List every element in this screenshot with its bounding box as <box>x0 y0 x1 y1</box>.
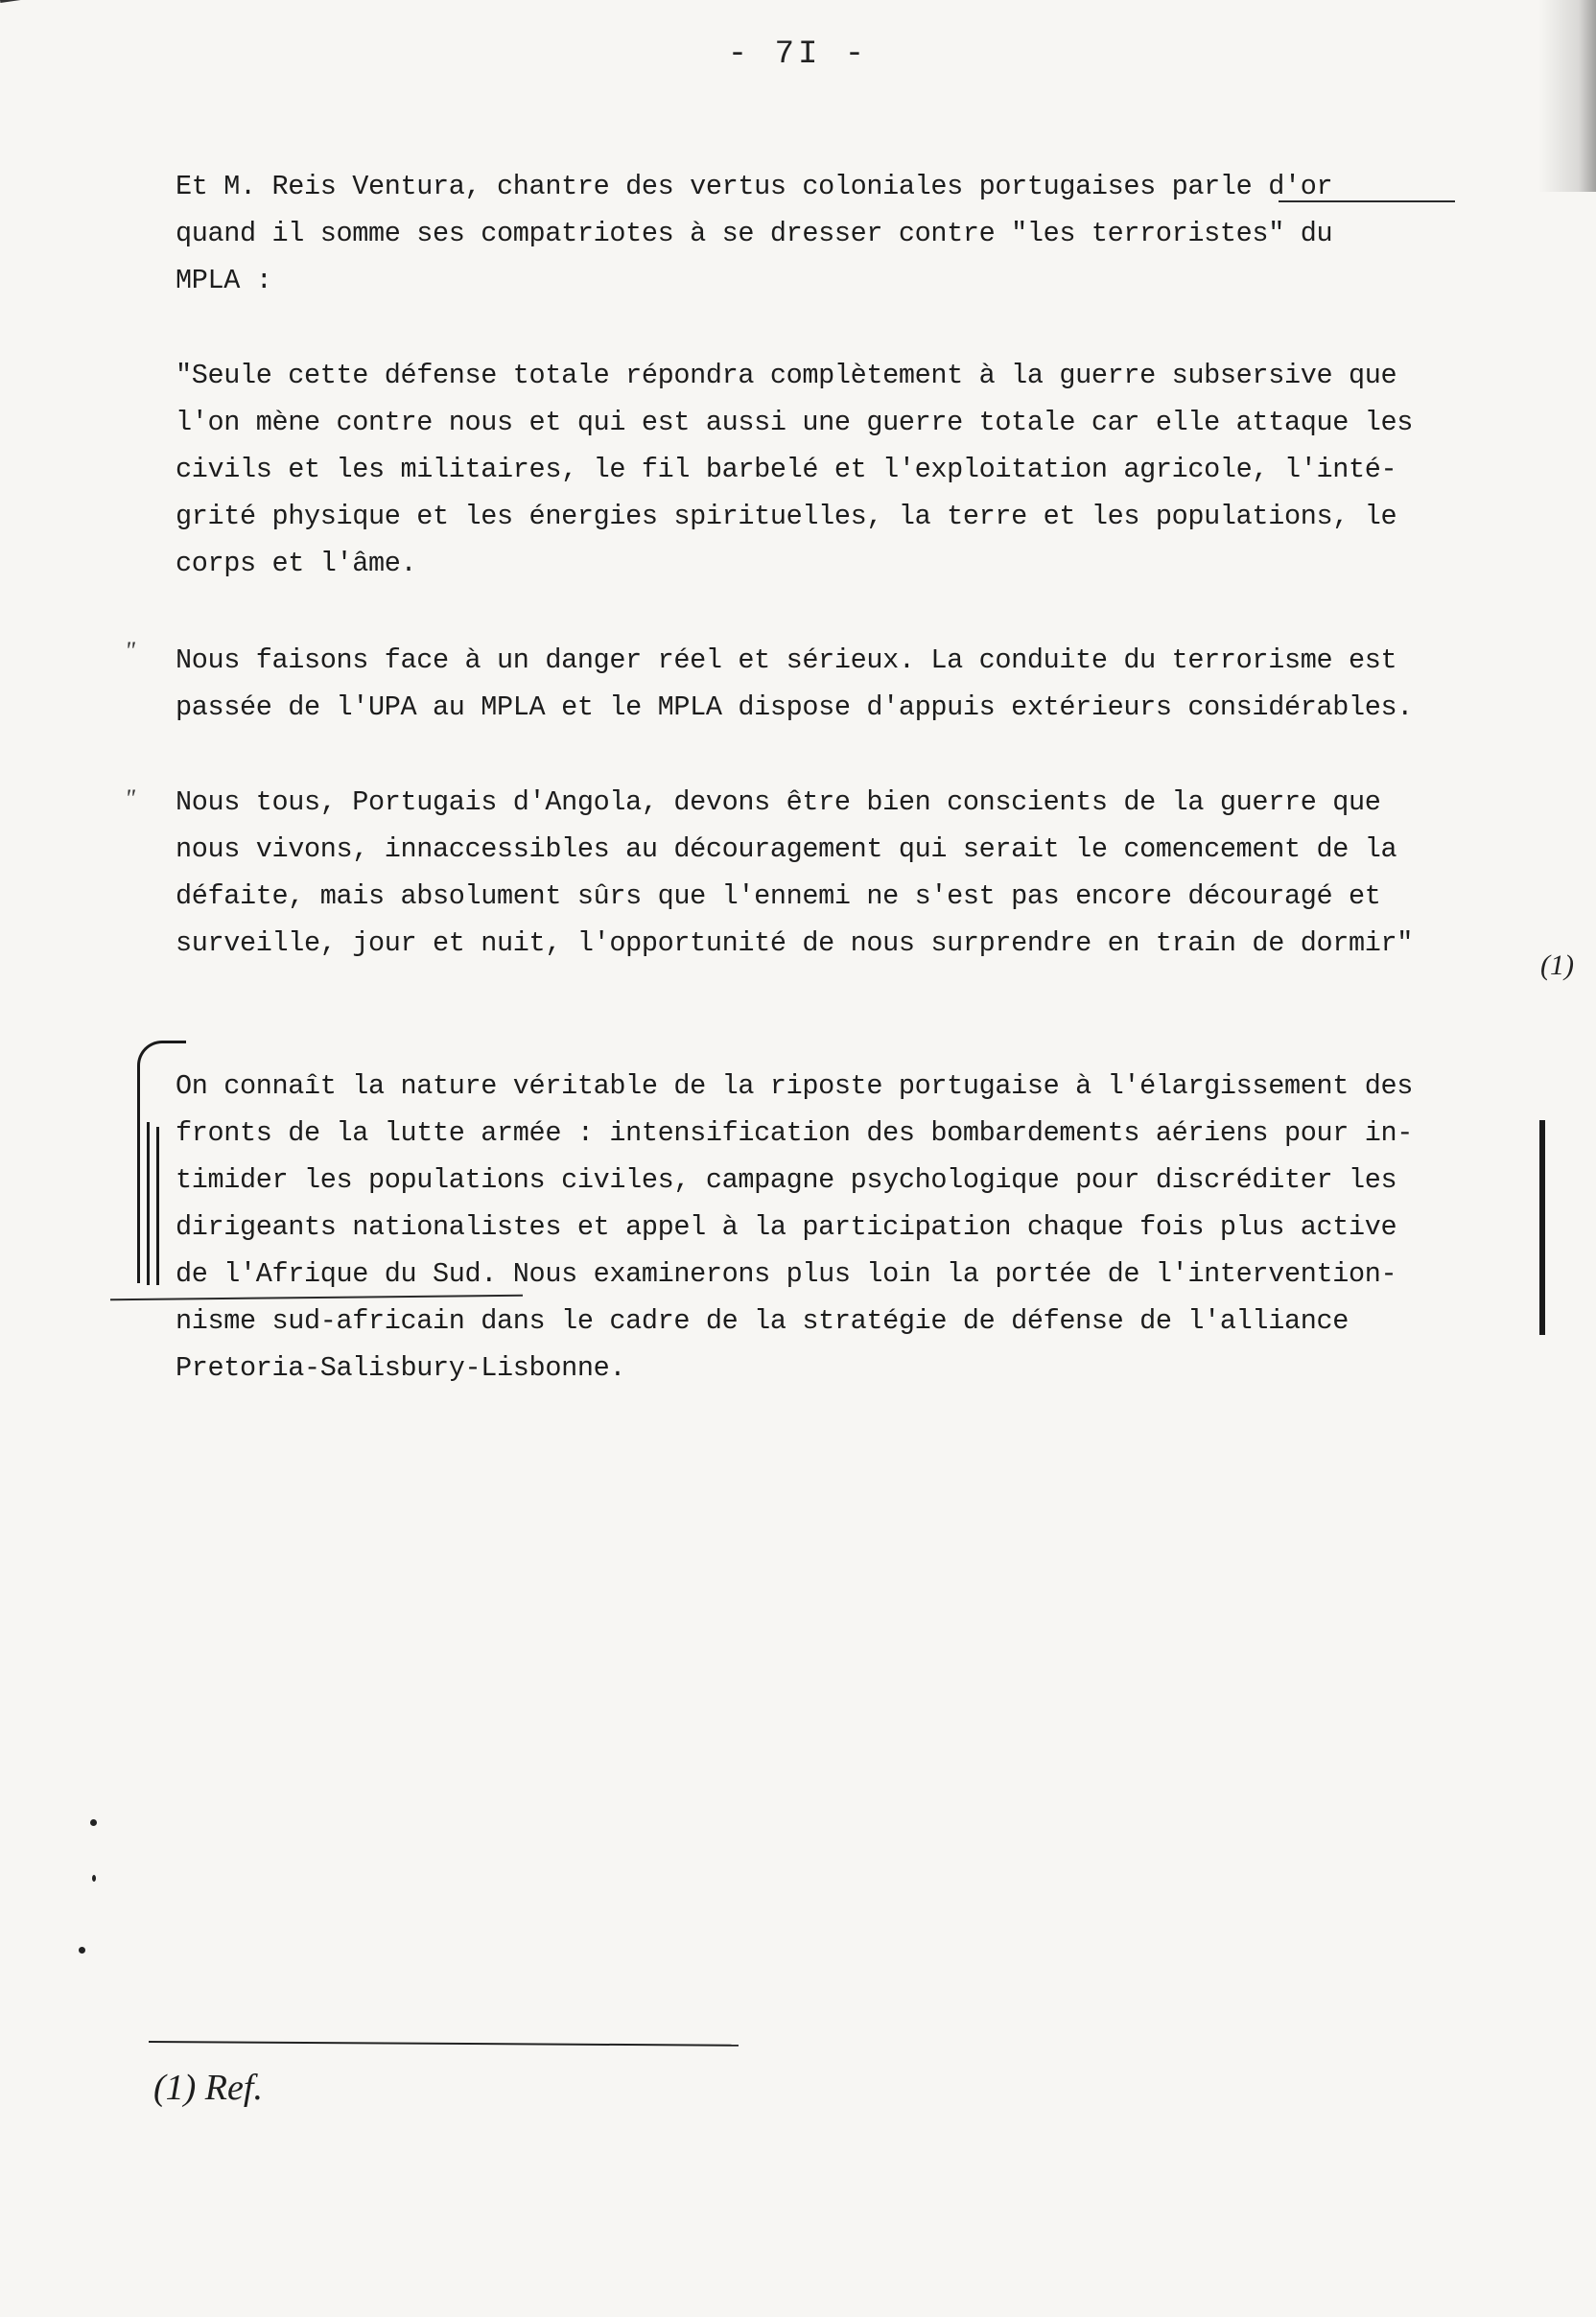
text-line: l'on mène contre nous et qui est aussi une guerre totale car elle attaque les <box>176 407 1413 438</box>
scan-speck <box>92 1875 96 1882</box>
text-line: timider les populations civiles, campagne psychologique pour discréditer les <box>176 1164 1397 1196</box>
paragraph-quote-2 <box>176 637 1413 731</box>
text-line: grité physique et les énergies spirituelles, la terre et les populations, le <box>176 501 1397 532</box>
text-line: Nous faisons face à un danger réel et sérieux. La conduite du terrorisme est <box>176 644 1397 676</box>
text-line: nous vivons, innaccessibles au découragement qui serait le comencement de la <box>176 833 1397 865</box>
text-line: défaite, mais absolument sûrs que l'ennemi ne s'est pas encore découragé et <box>176 880 1381 912</box>
text-line: corps et l'âme. <box>176 548 417 579</box>
margin-quote-mark: " <box>125 637 135 665</box>
text-line: Et M. Reis Ventura, chantre des vertus coloniales portugaises parle d'or <box>176 171 1333 202</box>
text-line: "Seule cette défense totale répondra complètement à la guerre subsersive que <box>176 360 1397 391</box>
paragraph-analysis <box>176 1063 1413 1392</box>
scan-edge-shadow <box>1538 0 1596 192</box>
handwritten-right-bracket <box>1532 1120 1545 1335</box>
text-line: de l'Afrique du Sud. Nous examinerons plus loin la portée de l'intervention- <box>176 1258 1397 1290</box>
paragraph-quote-1 <box>176 352 1413 587</box>
footnote-reference[interactable]: (1) <box>1540 949 1574 981</box>
paragraph-quote-3 <box>176 779 1413 967</box>
handwritten-left-bracket <box>137 1041 186 1283</box>
paragraph-intro <box>176 163 1332 304</box>
text-line: dirigeants nationalistes et appel à la participation chaque fois plus active <box>176 1211 1397 1243</box>
page-number: - 7I - <box>727 36 869 73</box>
handwritten-margin-line <box>156 1127 159 1285</box>
handwritten-underline <box>1279 200 1455 202</box>
scan-speck <box>90 1819 97 1826</box>
text-line: fronts de la lutte armée : intensification des bombardements aériens pour in- <box>176 1117 1413 1149</box>
text-line: MPLA : <box>176 265 272 296</box>
footnote-text: (1) Ref. <box>153 2068 263 2108</box>
margin-quote-mark: " <box>125 784 135 812</box>
text-line: On connaît la nature véritable de la riposte portugaise à l'élargissement des <box>176 1070 1413 1102</box>
footnote-separator <box>149 2041 739 2047</box>
text-line: Nous tous, Portugais d'Angola, devons être bien conscients de la guerre que <box>176 786 1381 818</box>
text-line: civils et les militaires, le fil barbelé et l'exploitation agricole, l'inté- <box>176 454 1397 485</box>
text-line: passée de l'UPA au MPLA et le MPLA dispose d'appuis extérieurs considérables. <box>176 691 1413 723</box>
scan-corner-mark <box>0 0 118 32</box>
text-line: quand il somme ses compatriotes à se dresser contre "les terroristes" du <box>176 218 1333 249</box>
scan-speck <box>79 1947 85 1954</box>
text-line: nisme sud-africain dans le cadre de la stratégie de défense de l'alliance <box>176 1305 1349 1337</box>
text-line: Pretoria-Salisbury-Lisbonne. <box>176 1352 626 1384</box>
handwritten-margin-line <box>147 1122 150 1285</box>
text-line: surveille, jour et nuit, l'opportunité de nous surprendre en train de dormir" <box>176 927 1413 959</box>
